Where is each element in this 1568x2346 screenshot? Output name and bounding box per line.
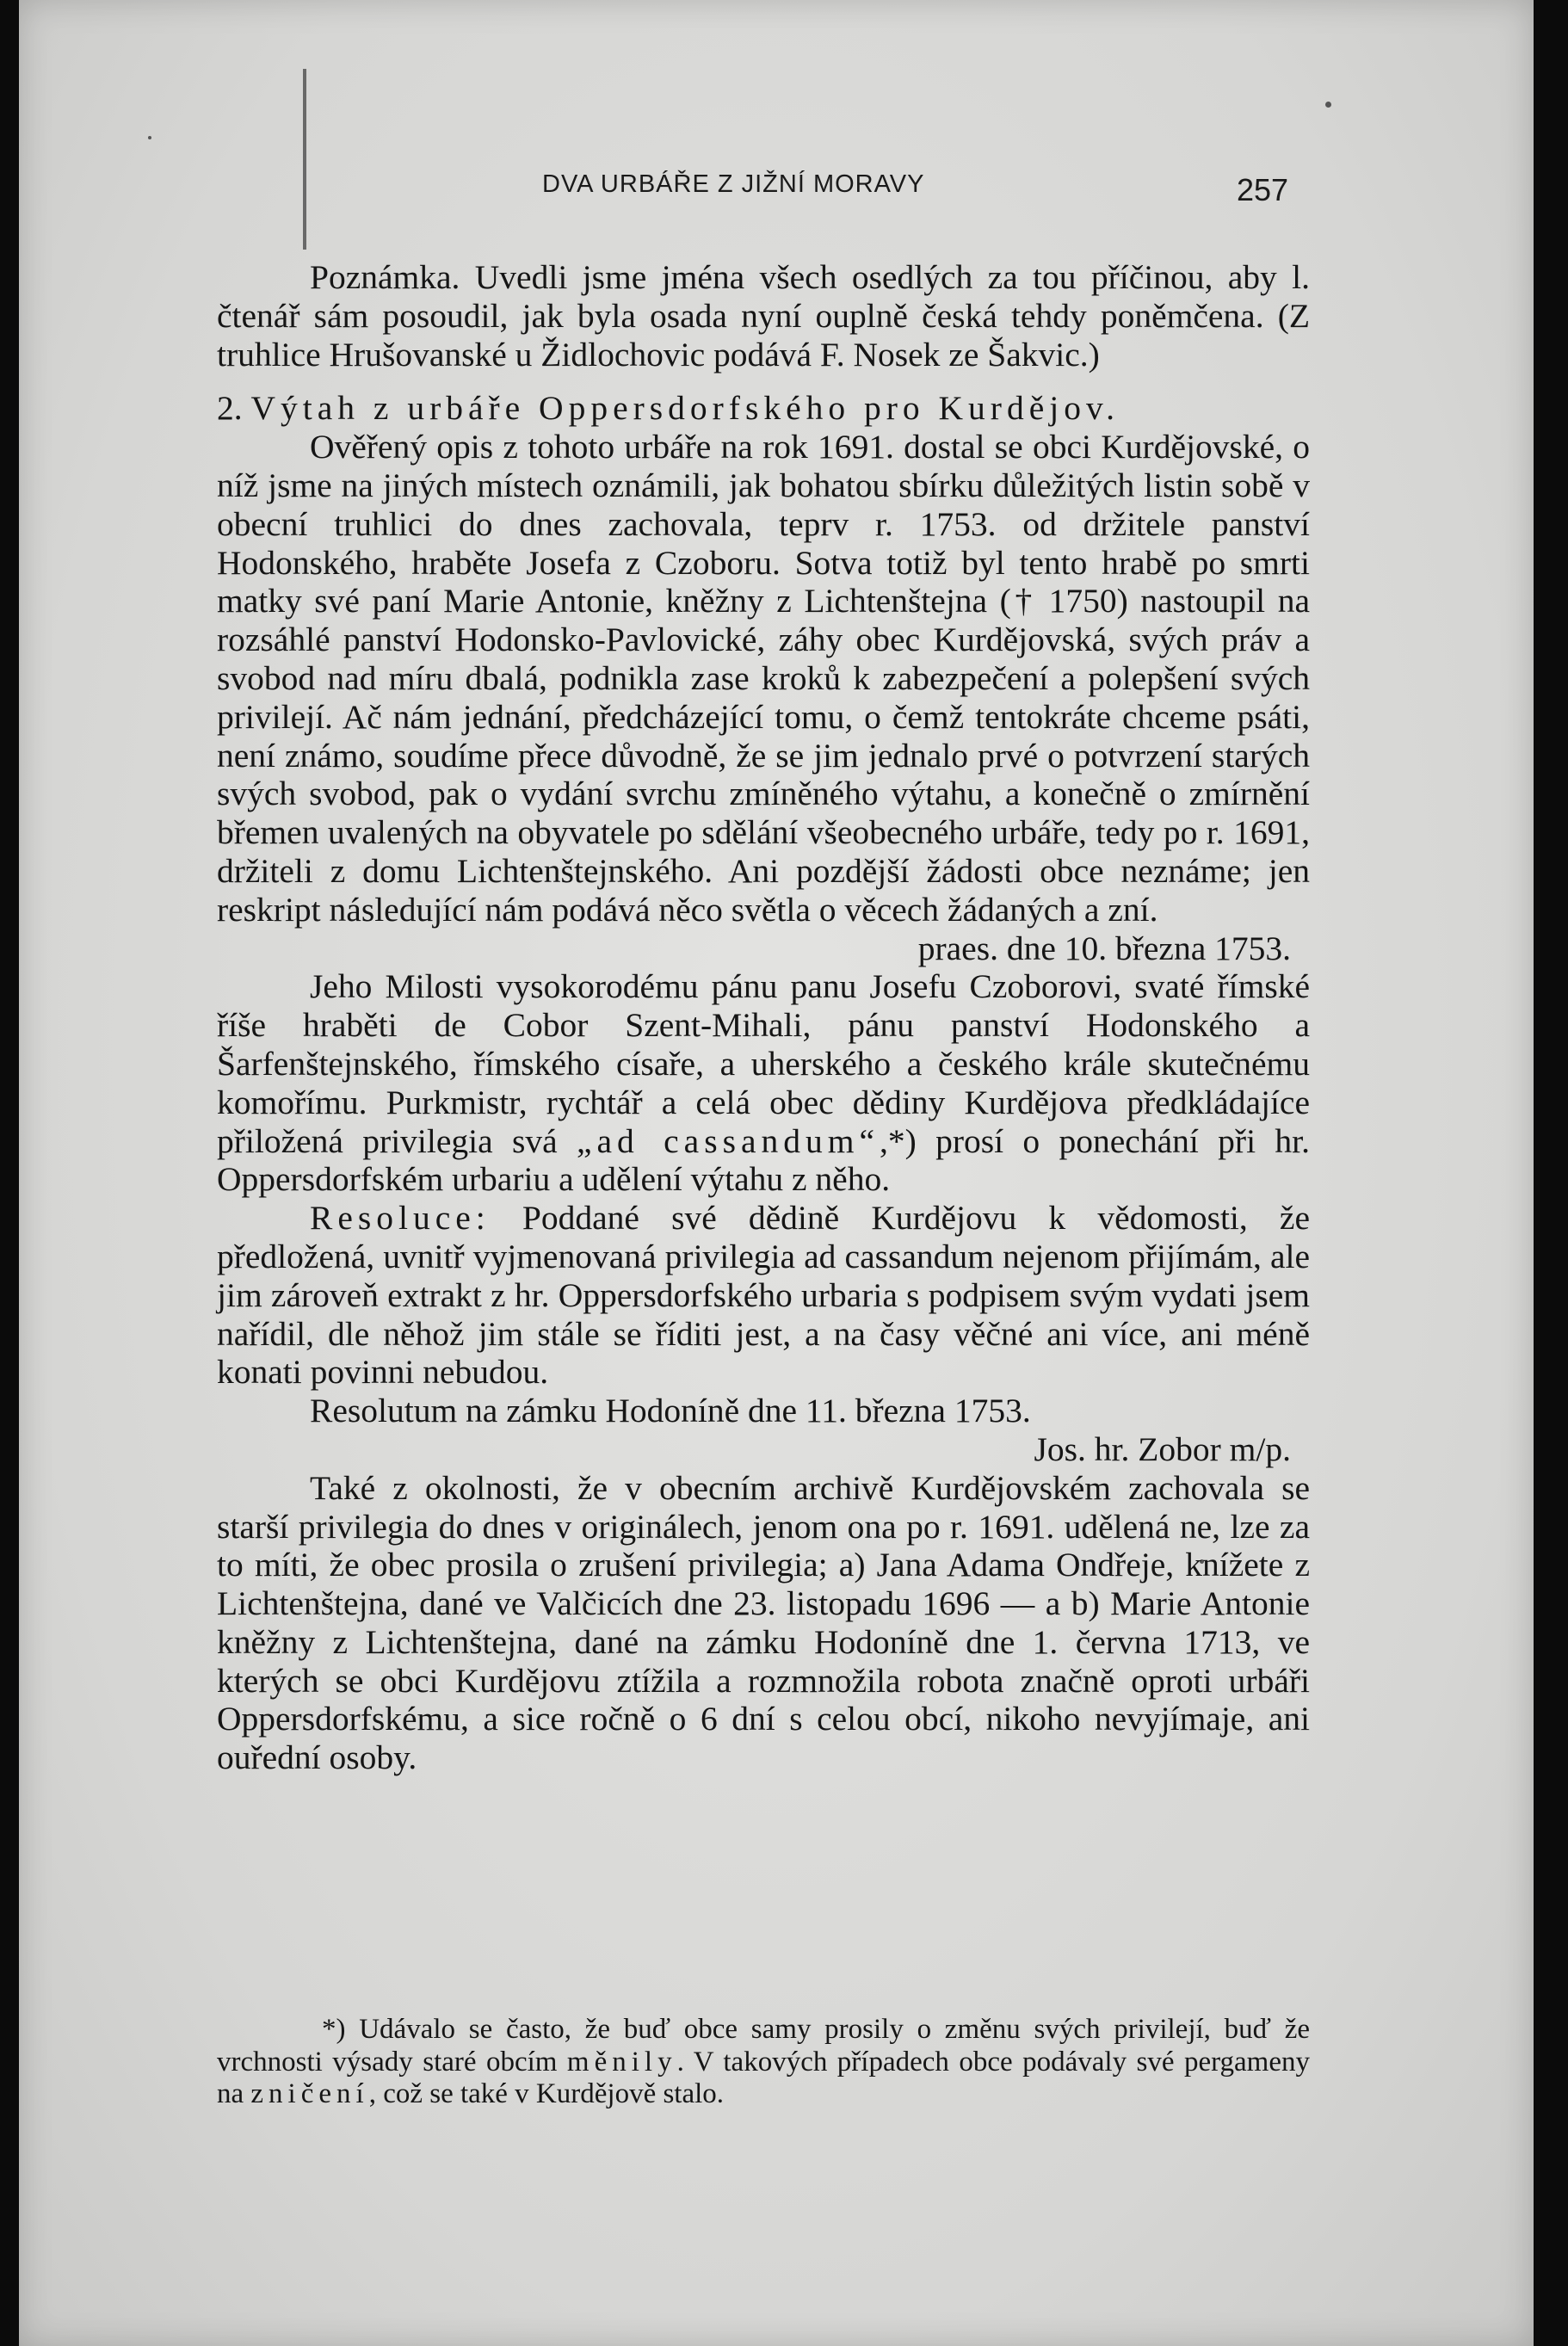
section-number: 2. <box>217 389 251 428</box>
paragraph-note: Poznámka. Uvedli jsme jména všech osedlých za tou příčinou, aby l. čtenář sám posoudil, jak byla osada nyní ouplně česká tehdy poněmčena. (Z truhlice Hrušovanské u Židlochovic podává F. Nosek ze Šakvic.) <box>217 258 1310 374</box>
date-line: praes. dne 10. března 1753. <box>917 929 1291 967</box>
resolution-place: Resolutum na zámku Hodoníně dne 11. března 1753. <box>310 1392 1031 1430</box>
resolution-label: Resoluce: <box>310 1199 491 1238</box>
section-title: Výtah z urbáře Oppersdorfského pro Kurdějov. <box>250 389 1120 428</box>
resolution-text: Poddané své dědině Kurdějovu k vědomosti, že předložená, uvnitř vyjmenovaná privilegia ad cassandum nejenom přijímám, ale jim zároveň extrakt z hr. Oppersdorfského urbaria s podpisem svým vydati jsem nařídil, dle něhož jim stále se říditi jest, a na časy věčné ani více, ani méně konati povinni nebudou. <box>217 1199 1310 1392</box>
scanned-page <box>19 0 1534 2346</box>
running-title: DVA URBÁŘE Z JIŽNÍ MORAVY <box>542 170 925 198</box>
footnote-part: . V takových případech obce podávaly své pergameny na <box>217 2046 1310 2109</box>
main-text <box>217 258 1310 1777</box>
footnote-part: , což se také v Kurdějově stalo. <box>368 2078 725 2109</box>
signature-line: Jos. hr. Zobor m/p. <box>1034 1429 1291 1468</box>
paragraph-resolution <box>217 1199 1310 1392</box>
petition-text-end: ,*) prosí o ponechání při hr. Oppersdorfském urbariu a udělení výtahu z něho. <box>217 1121 1310 1199</box>
paragraph-petition <box>217 967 1310 1199</box>
footnote-text <box>217 2014 1310 2111</box>
binding-line <box>303 69 306 250</box>
page-number: 257 <box>1237 172 1289 207</box>
section-heading <box>217 389 1310 428</box>
paragraph-intro: Ověřený opis z tohoto urbáře na rok 1691. dostal se obci Kurdějovské, o níž jsme na jiných místech oznámili, jak bohatou sbírku důležitých listin sobě v obecní truhlici do dnes zachovala, teprv r. 1753. od držitele panství Hodonského, hraběte Josefa z Czoboru. Sotva totiž byl tento hrabě po smrti matky své paní Marie Antonie, kněžny z Lichtenštejna († 1750) nastoupil na rozsáhlé panství Hodonsko-Pavlovické, záhy obec Kurdějovská, svých práv a svobod nad míru dbalá, podnikla zase kroků k zabezpečení a polepšení svých privilejí. Ač nám jednání, předcházející tomu, o čemž tentokráte chceme psáti, není známo, soudíme přece důvodně, že se jim jednalo prvé o potvrzení starých svých svobod, pak o vydání svrchu zmíněného výtahu, a konečně o zmírnění břemen uvalených na obyvatele po sdělání všeobecného urbáře, tedy po r. 1691, držiteli z domu Lichtenštejnského. Ani pozdější žádosti obce neznáme; jen reskript následující nám podává něco světla o věcech žádaných a zní. <box>217 428 1310 929</box>
footnote <box>217 2014 1310 2111</box>
ink-speck <box>148 136 151 139</box>
footnote-part: *) Udávalo se často, že buď obce samy prosily o změnu svých privilejí, buď že vrchnosti výsady staré obcím <box>217 2014 1310 2077</box>
petition-spaced: „ad cassandum“ <box>576 1121 880 1160</box>
petition-text: Jeho Milosti vysokorodému pánu panu Josefu Czoborovi, svaté římské říše hraběti de Cobor Szent-Mihali, pánu panství Hodonského a Šarfenštejnského, římského císaře, a uherského a českého krále skutečnému komořímu. Purkmistr, rychtář a celá obec dědiny Kurdějova předkládajíce přiložená privilegia svá <box>217 967 1310 1160</box>
ink-speck <box>1325 102 1331 108</box>
paragraph-conclusion: Také z okolnosti, že v obecním archivě Kurdějovském zachovala se starší privilegia do dnes v originálech, jenom ona po r. 1691. udělená ne, lze za to míti, že obec prosila o zrušení privilegia; a) Jana Adama Ondřeje, knížete z Lichtenštejna, dané ve Valčicích dne 23. listopadu 1696 — a b) Marie Antonie kněžny z Lichtenštejna, dané na zámku Hodoníně dne 1. června 1713, ve kterých se obci Kurdějovu ztížila a rozmnožila robota značně oproti urbáři Oppersdorfskému, a sice ročně o 6 dní s celou obcí, nikoho nevyjímaje, ani ouřední osoby. <box>217 1468 1310 1777</box>
footnote-spaced: zničení <box>250 2078 369 2109</box>
footnote-spaced: měnily <box>566 2046 677 2077</box>
